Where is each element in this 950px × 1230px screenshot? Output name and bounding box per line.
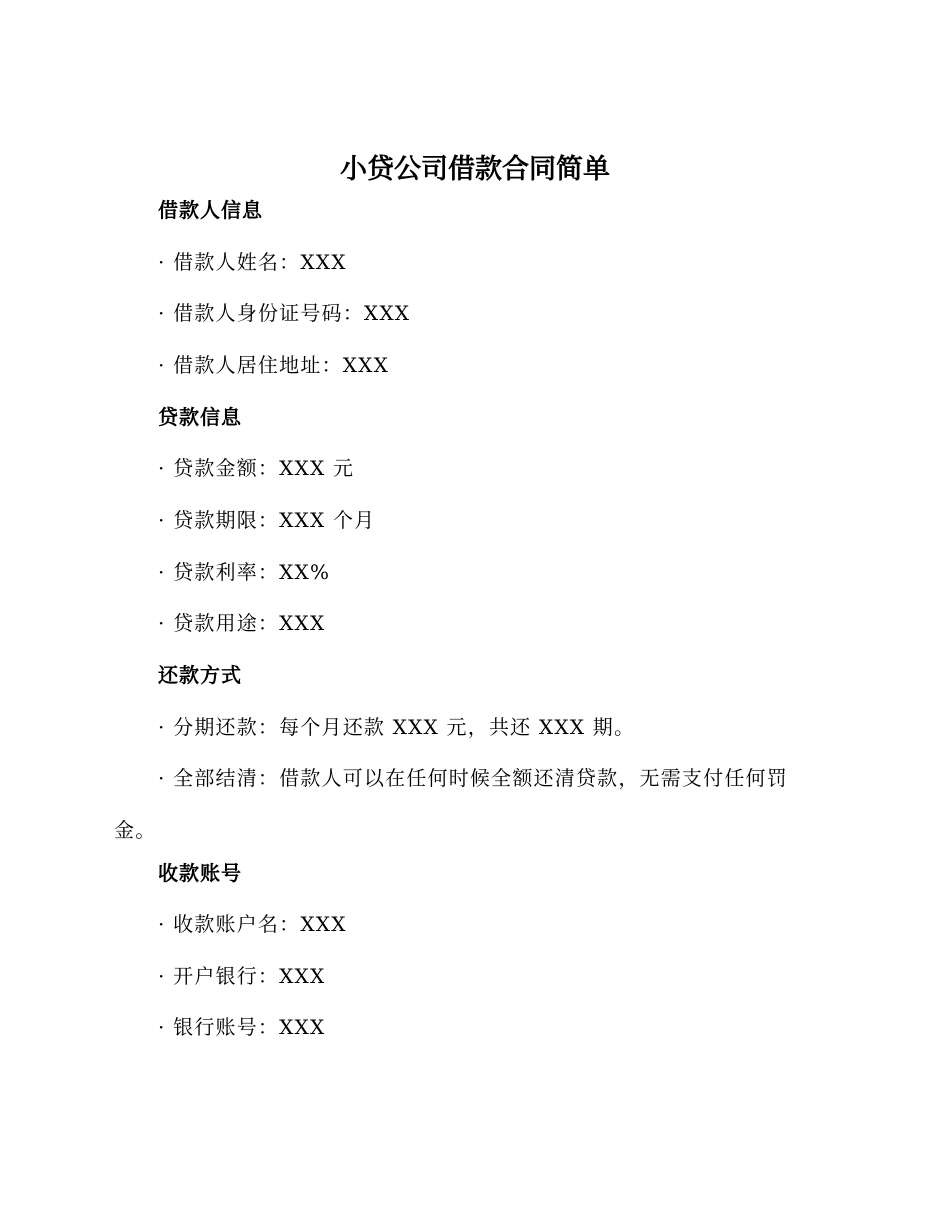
page-title: 小贷公司借款合同简单	[340, 154, 610, 185]
list-item-bank-account: · 银行账号：XXX	[158, 1015, 326, 1039]
section-heading-borrower-info: 借款人信息	[158, 198, 263, 222]
list-item-bank-name: · 开户银行：XXX	[158, 964, 326, 988]
section-heading-receiving-account: 收款账号	[158, 861, 242, 885]
list-item-loan-term: · 贷款期限：XXX 个月	[158, 508, 376, 532]
section-heading-repayment: 还款方式	[158, 663, 242, 687]
list-item-borrower-id: · 借款人身份证号码：XXX	[158, 301, 411, 325]
list-item-borrower-address: · 借款人居住地址：XXX	[158, 353, 390, 377]
list-item-borrower-name: · 借款人姓名：XXX	[158, 250, 347, 274]
list-item-full-settlement: · 全部结清：借款人可以在任何时候全额还清贷款，无需支付任何罚金。	[114, 766, 788, 842]
section-heading-loan-info: 贷款信息	[158, 405, 242, 429]
list-item-loan-purpose: · 贷款用途：XXX	[158, 611, 326, 635]
list-item-installment-repayment: · 分期还款：每个月还款 XXX 元，共还 XXX 期。	[158, 715, 636, 739]
list-item-loan-amount: · 贷款金额：XXX 元	[158, 456, 355, 480]
list-item-account-name: · 收款账户名：XXX	[158, 912, 347, 936]
list-item-loan-rate: · 贷款利率：XX%	[158, 560, 331, 584]
